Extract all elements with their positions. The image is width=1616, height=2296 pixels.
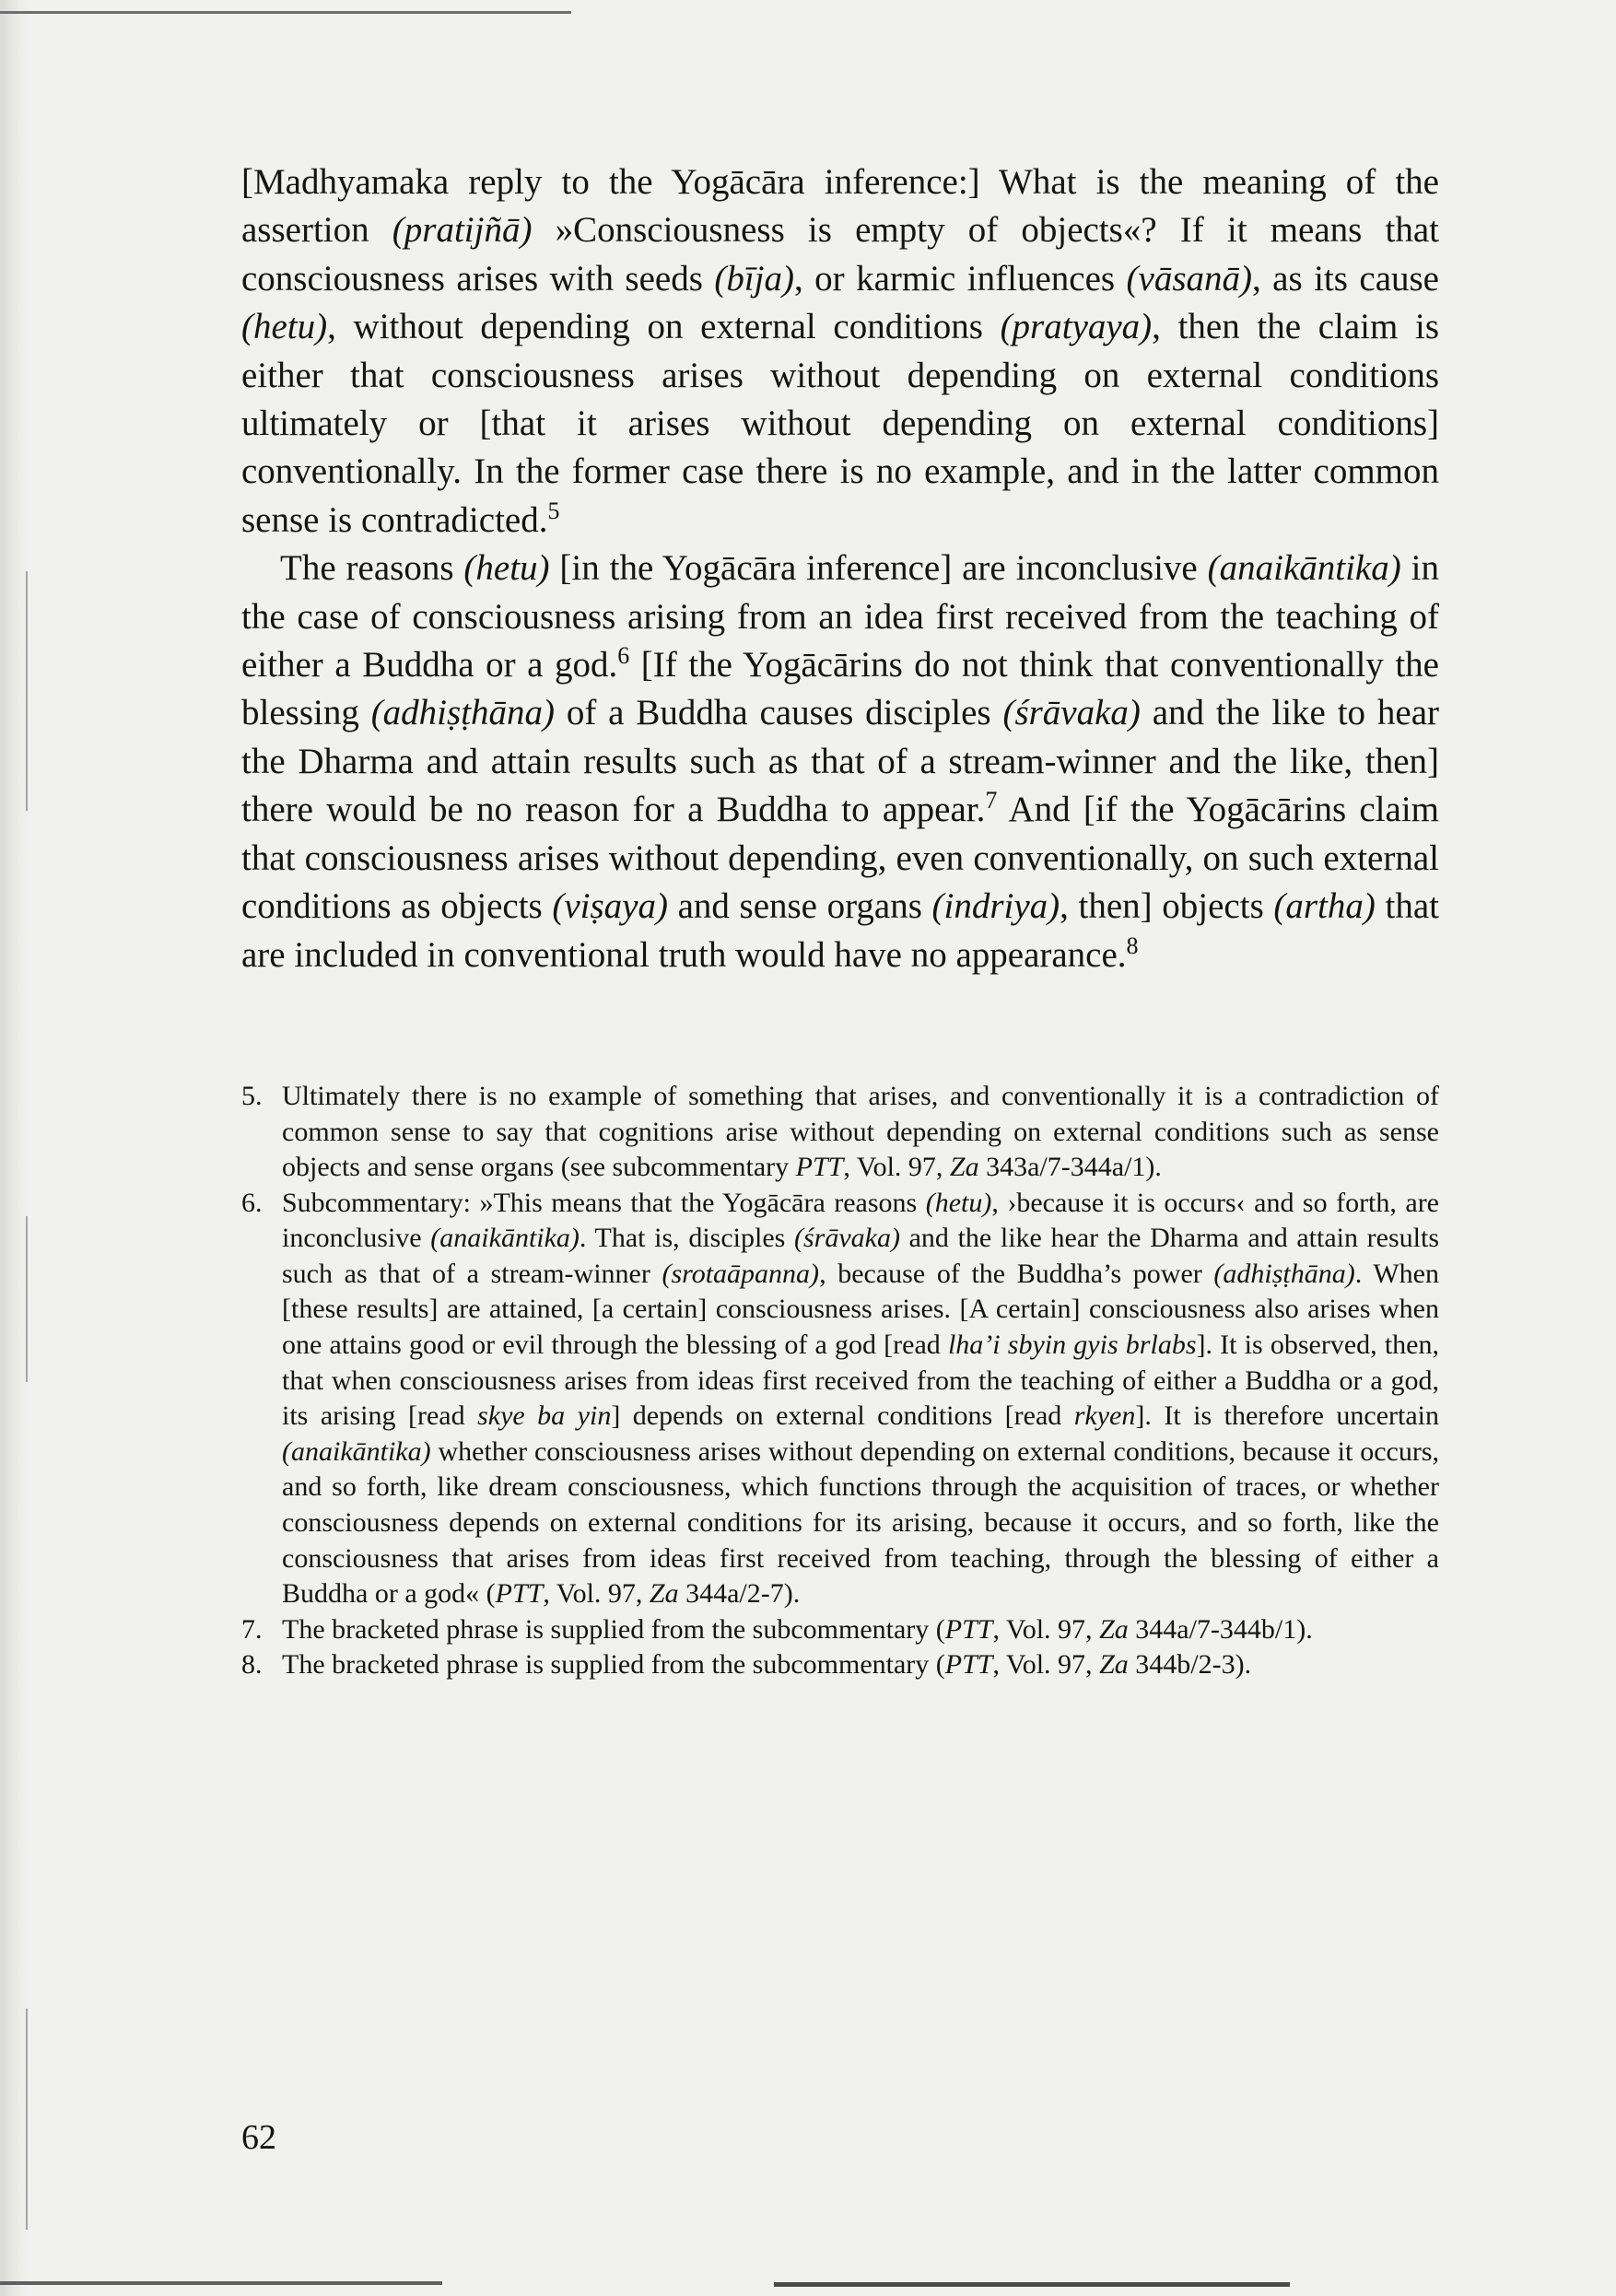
text-run: 344a/7-344b/1).	[1128, 1613, 1313, 1645]
italic-term: rkyen	[1073, 1400, 1136, 1432]
text-run: , because of the Buddha’s power	[819, 1258, 1214, 1289]
text-run: of a Buddha causes disciples	[555, 693, 1003, 733]
text-run: . That is, disciples	[579, 1223, 794, 1254]
footnote-number: 5.	[241, 1080, 263, 1111]
italic-term: (śrāvaka)	[1002, 693, 1141, 733]
italic-term: (srotaāpanna)	[662, 1258, 820, 1289]
scan-bottom-rule	[0, 2281, 442, 2285]
text-run: , ›because it is occurs‹ and so forth, are inconclusive	[282, 1187, 1439, 1254]
text-run: , Vol. 97,	[992, 1649, 1100, 1681]
footnote-text	[282, 1612, 1439, 1648]
text-run: , then] objects	[1060, 886, 1274, 927]
text-run: Ultimately there is no example of something that arises, and conventionally it is a contradiction of common sense to say that cognitions arise without depending on external conditions such as sense objects and sense organs (see subcommentary	[282, 1080, 1439, 1183]
footnote-ref: 5	[547, 497, 560, 524]
italic-term: PTT	[944, 1649, 993, 1681]
text-run: The bracketed phrase is supplied from the subcommentary (	[282, 1613, 945, 1645]
scan-edge-mark	[26, 571, 28, 811]
italic-term: (śrāvaka)	[793, 1223, 900, 1254]
italic-term: (vāsanā)	[1126, 258, 1252, 299]
italic-term: (viṣaya)	[552, 886, 668, 927]
scan-left-edge	[0, 0, 31, 2296]
italic-term: Za	[1099, 1649, 1129, 1681]
italic-term: (anaikāntika)	[1207, 548, 1401, 589]
italic-term: (artha)	[1273, 886, 1376, 927]
scan-edge-mark	[26, 2009, 28, 2230]
italic-term: (adhiṣṭhāna)	[370, 693, 556, 733]
italic-term: (pratijñā)	[392, 210, 533, 251]
scan-edge-mark	[26, 1216, 28, 1382]
italic-term: lha’i sbyin gyis brlabs	[947, 1330, 1197, 1361]
footnote-text	[282, 1647, 1439, 1683]
text-run: [Madhyamaka reply to the Yogācāra inference:] What is the meaning of the assertion	[241, 162, 1439, 251]
text-run: ]. It is observed, then, that when consciousness arises from ideas first received from the teaching of either a Buddha or a god, its arising [read	[282, 1330, 1439, 1432]
italic-term: Za	[949, 1152, 979, 1183]
text-run: in the case of consciousness arising from an idea first received from the teaching of either a Buddha or a god.	[241, 548, 1439, 685]
text-run: , or karmic influences	[793, 258, 1127, 299]
italic-term: Za	[1099, 1613, 1129, 1645]
italic-term: (adhiṣṭhāna)	[1213, 1258, 1355, 1289]
footnote-number: 8.	[241, 1649, 263, 1681]
text-run: The reasons	[280, 548, 464, 589]
text-run: [If the Yogācārins do not think that conventionally the blessing	[241, 645, 1439, 733]
text-run: , Vol. 97,	[843, 1152, 950, 1183]
text-run: [in the Yogācāra inference] are inconclusive	[549, 548, 1208, 589]
italic-term: (bīja)	[714, 258, 794, 299]
italic-term: (hetu)	[463, 548, 550, 589]
text-run: ] depends on external conditions [read	[611, 1400, 1074, 1432]
text-run: , Vol. 97,	[543, 1578, 650, 1610]
italic-term: PTT	[795, 1152, 844, 1183]
italic-term: (hetu)	[925, 1187, 992, 1218]
text-run: 343a/7-344a/1).	[978, 1152, 1162, 1183]
text-run: whether consciousness arises without depending on external conditions, because it occurs, and so forth, like dream consciousness, which functions through the acquisition of traces, or whether consciousness depends on external conditions for its arising, because it occurs, and so forth, like the consciousness that arises from ideas first received from teaching, through the blessing of either a Buddha or a god« (	[282, 1435, 1439, 1610]
italic-term: PTT	[495, 1578, 544, 1610]
text-run: »Consciousness is empty of objects«? If it means that consciousness arises with seeds	[241, 210, 1439, 299]
main-text	[241, 158, 1439, 979]
footnote	[241, 1186, 1439, 1612]
text-run: 344b/2-3).	[1128, 1649, 1252, 1681]
text-run: and the like hear the Dharma and attain results such as that of a stream-winner	[282, 1223, 1439, 1289]
text-run: Subcommentary: »This means that the Yogācāra reasons	[282, 1187, 926, 1218]
text-run: , without depending on external conditions	[327, 307, 1001, 347]
italic-term: PTT	[944, 1613, 993, 1645]
footnote-number: 7.	[241, 1613, 263, 1645]
text-run: ]. It is therefore uncertain	[1135, 1400, 1440, 1432]
scan-bottom-rule	[774, 2282, 1290, 2287]
footnote-number: 6.	[241, 1187, 263, 1218]
text-run: , as its cause	[1251, 258, 1439, 299]
body-paragraph	[241, 158, 1439, 545]
footnote-ref: 6	[617, 642, 630, 670]
text-run: and sense organs	[667, 886, 932, 927]
text-run: , then the claim is either that consciousness arises without depending on external conditions ultimately or [that it arises without depending on external conditions] conventionally. In the former case there is no example, and in the latter common sense is contradicted.	[241, 307, 1439, 540]
italic-term: Za	[649, 1578, 679, 1610]
italic-term: skye ba yin	[477, 1400, 612, 1432]
text-run: 344a/2-7).	[678, 1578, 801, 1610]
text-run: The bracketed phrase is supplied from the subcommentary (	[282, 1649, 945, 1681]
scan-top-rule	[0, 11, 571, 14]
text-run: that are included in conventional truth would have no appearance.	[241, 886, 1439, 975]
footnote	[241, 1612, 1439, 1648]
footnote-text	[282, 1079, 1439, 1186]
footnote	[241, 1079, 1439, 1186]
text-run: , Vol. 97,	[992, 1613, 1100, 1645]
footnote	[241, 1647, 1439, 1683]
page-content	[241, 158, 1439, 1683]
italic-term: (indriya)	[931, 886, 1060, 927]
italic-term: (pratyaya)	[1000, 307, 1153, 347]
italic-term: (anaikāntika)	[282, 1435, 431, 1467]
footnote-text	[282, 1186, 1439, 1612]
footnote-ref: 7	[985, 787, 998, 814]
page-number: 62	[241, 2118, 276, 2157]
text-run: and the like to hear the Dharma and attain results such as that of a stream-winner and the like, then] there would be no reason for a Buddha to appear.	[241, 693, 1439, 830]
italic-term: (hetu)	[241, 307, 328, 347]
text-run: And [if the Yogācārins claim that consciousness arises without depending, even conventionally, on such external conditions as objects	[241, 790, 1440, 927]
italic-term: (anaikāntika)	[430, 1223, 580, 1254]
footnotes	[241, 1079, 1439, 1683]
text-run: . When [these results] are attained, [a certain] consciousness arises. [A certain] consciousness also arises when one attains good or evil through the blessing of a god [read	[282, 1258, 1439, 1361]
body-paragraph	[241, 545, 1439, 979]
footnote-ref: 8	[1126, 931, 1139, 959]
